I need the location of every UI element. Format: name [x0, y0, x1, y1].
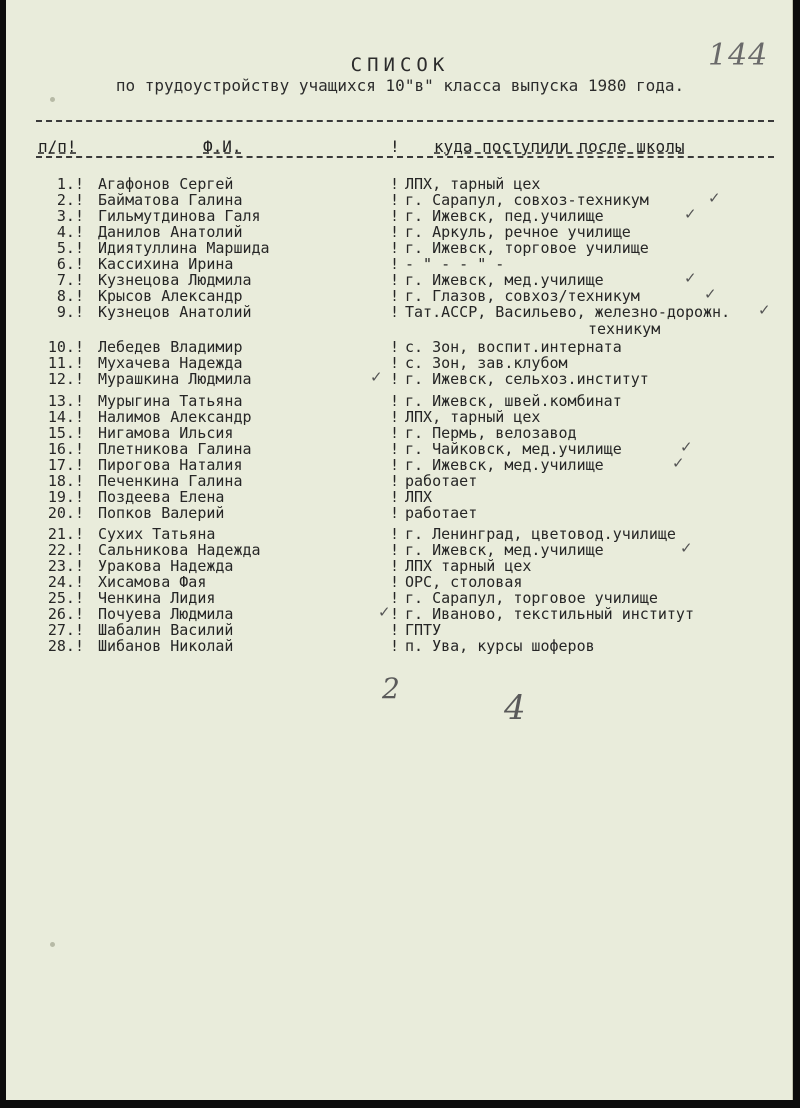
row-number: 11.!	[47, 354, 84, 372]
column-header-separator: !	[390, 137, 400, 156]
destination: г. Ленинград, цветовод.училище	[405, 525, 676, 543]
column-separator: !	[390, 271, 400, 289]
destination: - " - - " -	[405, 255, 505, 273]
column-header-num: п/п!	[38, 137, 77, 156]
column-separator: !	[390, 557, 400, 575]
list-row	[0, 191, 800, 208]
row-number: 26.!	[47, 605, 84, 623]
student-name: Ченкина Лидия	[98, 589, 216, 607]
column-separator: !	[390, 637, 400, 655]
list-row	[0, 557, 800, 574]
student-name: Плетникова Галина	[98, 440, 252, 458]
page-title: СПИСОК	[350, 54, 450, 76]
list-row	[0, 223, 800, 240]
check-mark-icon: ✓	[672, 454, 685, 472]
row-number: 16.!	[47, 440, 84, 458]
student-name: Попков Валерий	[98, 504, 225, 522]
row-number: 10.!	[47, 338, 84, 356]
row-number: 21.!	[47, 525, 84, 543]
column-separator: !	[390, 488, 400, 506]
list-row	[0, 472, 800, 489]
column-separator: !	[390, 456, 400, 474]
student-name: Байматова Галина	[98, 191, 243, 209]
destination: ГПТУ	[405, 621, 442, 639]
row-number: 18.!	[47, 472, 84, 490]
list-row	[0, 239, 800, 256]
row-number: 20.!	[47, 504, 84, 522]
list-row	[0, 541, 800, 558]
row-number: 24.!	[47, 573, 84, 591]
list-row	[0, 370, 800, 387]
check-mark-icon: ✓	[378, 603, 391, 621]
destination: ОРС, столовая	[405, 573, 523, 591]
column-separator: !	[390, 370, 400, 388]
list-row	[0, 271, 800, 288]
column-separator: !	[390, 541, 400, 559]
student-name: Поздеева Елена	[98, 488, 225, 506]
row-number: 13.!	[47, 392, 84, 410]
student-name: Шабалин Василий	[98, 621, 234, 639]
row-number: 27.!	[47, 621, 84, 639]
column-separator: !	[390, 605, 400, 623]
row-number: 4.!	[56, 223, 84, 241]
check-mark-icon: ✓	[370, 368, 383, 386]
row-number: 7.!	[56, 271, 84, 289]
destination: г. Чайковск, мед.училище	[405, 440, 622, 458]
list-row	[0, 621, 800, 638]
student-name: Лебедев Владимир	[98, 338, 243, 356]
column-separator: !	[390, 424, 400, 442]
row-number: 19.!	[47, 488, 84, 506]
destination: п. Ува, курсы шоферов	[405, 637, 595, 655]
row-number: 28.!	[47, 637, 84, 655]
column-separator: !	[390, 504, 400, 522]
destination: г. Ижевск, мед.училище	[405, 456, 604, 474]
column-separator: !	[390, 525, 400, 543]
destination: г. Ижевск, торговое училище	[405, 239, 649, 257]
row-number: 9.!	[56, 303, 84, 321]
column-separator: !	[390, 472, 400, 490]
check-mark-icon: ✓	[704, 285, 717, 303]
destination: ЛПХ	[405, 488, 433, 506]
destination: г. Ижевск, швей.комбинат	[405, 392, 622, 410]
destination: ЛПХ тарный цех	[405, 557, 532, 575]
list-row	[0, 488, 800, 505]
list-row	[0, 589, 800, 606]
destination: работает	[405, 472, 478, 490]
list-row	[0, 287, 800, 304]
check-mark-icon: ✓	[758, 301, 771, 319]
destination: г. Аркуль, речное училище	[405, 223, 631, 241]
student-name: Печенкина Галина	[98, 472, 243, 490]
column-separator: !	[390, 255, 400, 273]
student-name: Крысов Александр	[98, 287, 243, 305]
list-row	[0, 175, 800, 192]
student-name: Уракова Надежда	[98, 557, 234, 575]
student-name: Хисамова Фая	[98, 573, 207, 591]
row-number: 12.!	[47, 370, 84, 388]
column-separator: !	[390, 175, 400, 193]
list-row	[0, 354, 800, 371]
destination: г. Ижевск, сельхоз.институт	[405, 370, 649, 388]
row-number: 15.!	[47, 424, 84, 442]
destination: г. Сарапул, совхоз-техникум	[405, 191, 649, 209]
handwritten-number: 2	[382, 672, 400, 705]
list-row	[0, 504, 800, 521]
column-separator: !	[390, 573, 400, 591]
row-number: 3.!	[56, 207, 84, 225]
list-row	[0, 255, 800, 272]
destination: работает	[405, 504, 478, 522]
destination: г. Ижевск, мед.училище	[405, 271, 604, 289]
list-row	[0, 207, 800, 224]
column-separator: !	[390, 440, 400, 458]
student-name: Почуева Людмила	[98, 605, 234, 623]
row-number: 23.!	[47, 557, 84, 575]
destination: с. Зон, воспит.интерната	[405, 338, 622, 356]
student-name: Кузнецова Людмила	[98, 271, 252, 289]
check-mark-icon: ✓	[708, 189, 721, 207]
row-number: 14.!	[47, 408, 84, 426]
destination-continued: техникум	[588, 320, 661, 338]
row-number: 22.!	[47, 541, 84, 559]
student-name: Гильмутдинова Галя	[98, 207, 261, 225]
destination: ЛПХ, тарный цех	[405, 408, 541, 426]
student-name: Мурашкина Людмила	[98, 370, 252, 388]
row-number: 2.!	[56, 191, 84, 209]
list-row	[0, 301, 800, 338]
student-name: Пирогова Наталия	[98, 456, 243, 474]
column-separator: !	[390, 303, 400, 321]
row-number: 5.!	[56, 239, 84, 257]
student-name: Идиятуллина Маршида	[98, 239, 270, 257]
column-separator: !	[390, 223, 400, 241]
column-separator: !	[390, 191, 400, 209]
list-row	[0, 338, 800, 355]
column-separator: !	[390, 287, 400, 305]
student-name: Агафонов Сергей	[98, 175, 234, 193]
destination: г. Ижевск, пед.училище	[405, 207, 604, 225]
list-row	[0, 573, 800, 590]
list-row	[0, 392, 800, 409]
column-separator: !	[390, 589, 400, 607]
destination: ЛПХ, тарный цех	[405, 175, 541, 193]
column-separator: !	[390, 621, 400, 639]
student-name: Мухачева Надежда	[98, 354, 243, 372]
page-number: 144	[708, 38, 769, 73]
column-separator: !	[390, 239, 400, 257]
student-name: Шибанов Николай	[98, 637, 234, 655]
check-mark-icon: ✓	[684, 205, 697, 223]
row-number: 8.!	[56, 287, 84, 305]
student-name: Кассихина Ирина	[98, 255, 234, 273]
check-mark-icon: ✓	[684, 269, 697, 287]
destination: с. Зон, зав.клубом	[405, 354, 568, 372]
column-separator: !	[390, 207, 400, 225]
destination: г. Глазов, совхоз/техникум	[405, 287, 640, 305]
destination: г. Сарапул, торговое училище	[405, 589, 658, 607]
student-name: Сальникова Надежда	[98, 541, 261, 559]
column-separator: !	[390, 338, 400, 356]
student-name: Данилов Анатолий	[98, 223, 243, 241]
student-name: Кузнецов Анатолий	[98, 303, 252, 321]
student-name: Мурыгина Татьяна	[98, 392, 243, 410]
student-name: Налимов Александр	[98, 408, 252, 426]
page-subtitle: по трудоустройству учащихся 10"в" класса выпуска 1980 года.	[115, 76, 685, 95]
list-row	[0, 456, 800, 473]
student-name: Сухих Татьяна	[98, 525, 216, 543]
column-separator: !	[390, 354, 400, 372]
row-number: 25.!	[47, 589, 84, 607]
column-separator: !	[390, 408, 400, 426]
check-mark-icon: ✓	[680, 539, 693, 557]
column-header-place: куда поступили после школы	[434, 137, 685, 156]
row-number: 6.!	[56, 255, 84, 273]
row-number: 17.!	[47, 456, 84, 474]
destination: г. Ижевск, мед.училище	[405, 541, 604, 559]
destination: г. Пермь, велозавод	[405, 424, 577, 442]
column-header-name: Ф.И.	[203, 137, 242, 156]
list-row	[0, 637, 800, 654]
list-row	[0, 408, 800, 425]
row-number: 1.!	[56, 175, 84, 193]
check-mark-icon: ✓	[680, 438, 693, 456]
handwritten-number: 4	[504, 688, 526, 728]
hole-punch-mark	[50, 942, 55, 947]
student-name: Нигамова Ильсия	[98, 424, 234, 442]
list-row	[0, 605, 800, 622]
destination: г. Иваново, текстильный институт	[405, 605, 694, 623]
column-separator: !	[390, 392, 400, 410]
destination: Тат.АССР, Васильево, железно-дорожн.	[405, 303, 731, 321]
